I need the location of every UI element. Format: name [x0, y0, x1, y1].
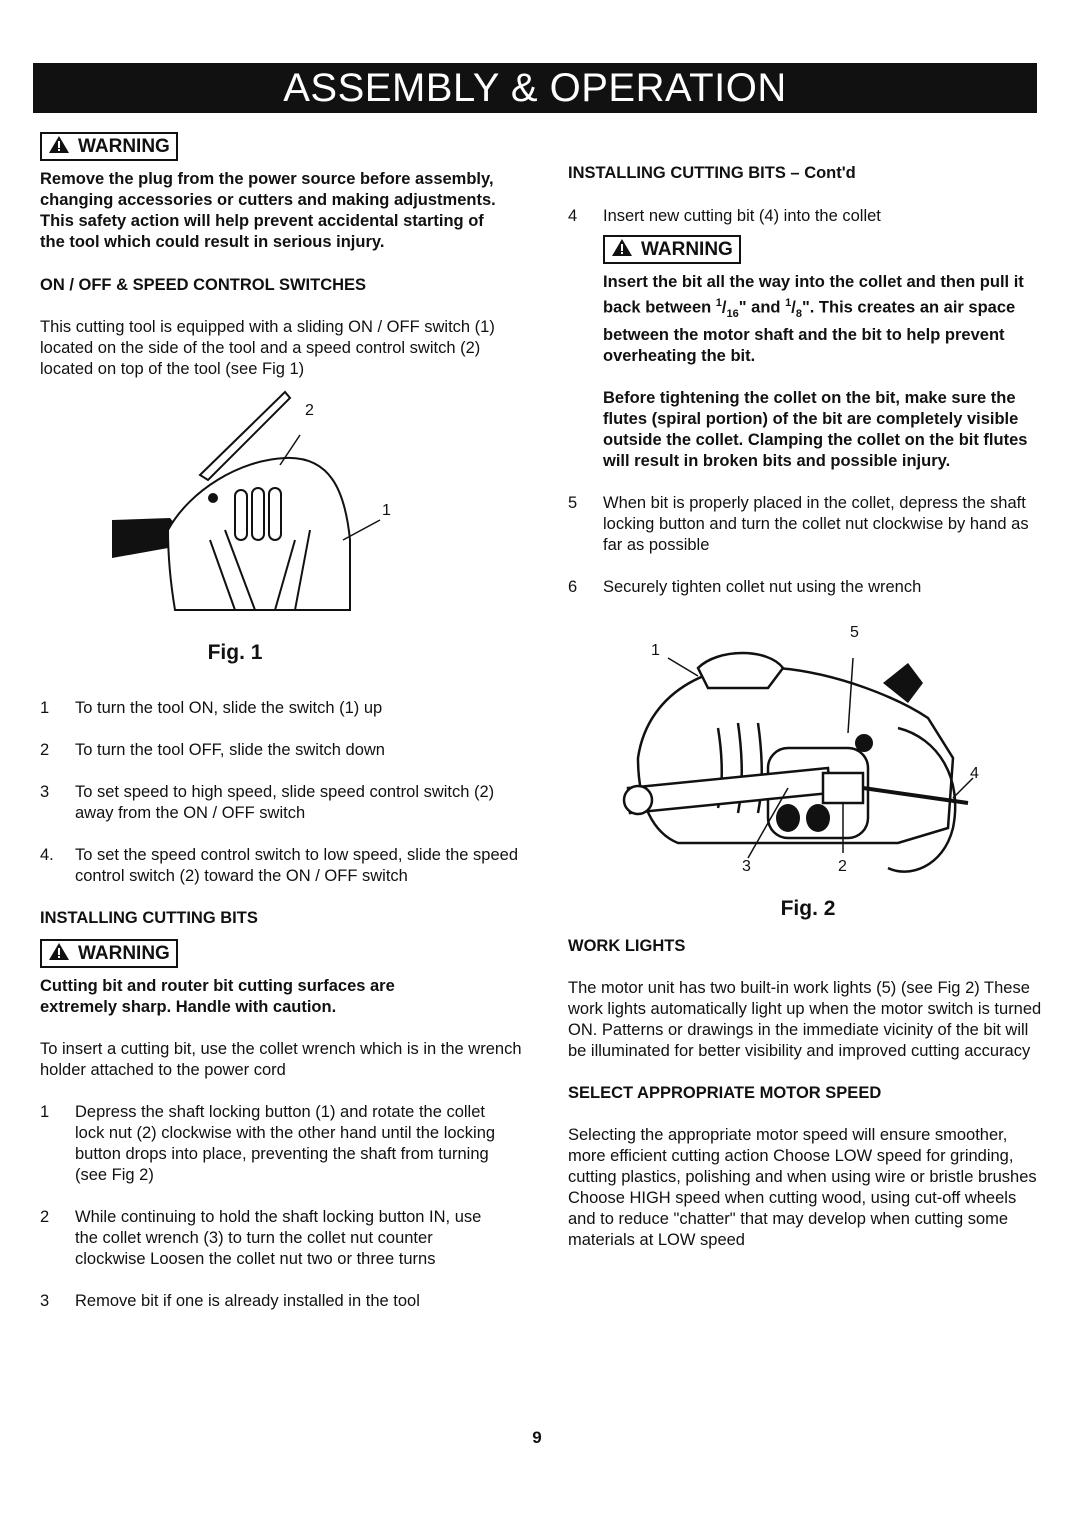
warning-triangle-icon — [48, 135, 70, 154]
fig2-callout-3: 3 — [742, 857, 751, 875]
warning-label-text: WARNING — [78, 943, 170, 964]
work-lights-text: The motor unit has two built-in work lights (5) (see Fig 2) These work lights automatically light up when the motor switch is turned ON. Patterns or drawings in the immediate vicinity of the bit will be illuminated for better visibility and improved cutting accuracy — [568, 978, 1042, 1060]
list-item: 3 Remove bit if one is already installed in the tool — [40, 1292, 420, 1310]
fig1-callout-2: 2 — [305, 402, 314, 419]
switch-steps — [40, 698, 530, 887]
warning-triangle-icon — [611, 238, 633, 257]
motor-speed-text: Selecting the appropriate motor speed will ensure smoother, more efficient cutting action Choose LOW speed for grinding, cutting plastics, polishing and when using wire or bristle brushes Choose HIGH speed when cutting wood, using cut-off wheels and to reduce "chatter" that may develop when cutting some materials at LOW speed — [568, 1125, 1037, 1249]
warning-label — [40, 939, 178, 968]
fig1-callout-1: 1 — [382, 502, 391, 519]
list-item: 4 Insert new cutting bit (4) into the collet — [568, 207, 881, 225]
list-item: 1 To turn the tool ON, slide the switch (1) up — [40, 699, 383, 717]
bit-warning — [603, 235, 1048, 472]
page-number: 9 — [532, 1428, 542, 1447]
list-item: 4. To set the speed control switch to low speed, slide the speed control switch (2) toward the ON / OFF switch — [40, 846, 519, 885]
list-item: 2 To turn the tool OFF, slide the switch down — [40, 741, 385, 759]
left-column — [40, 132, 530, 1312]
installing-heading: INSTALLING CUTTING BITS — [40, 909, 258, 927]
warning-triangle-icon — [48, 942, 70, 961]
list-item: 5 When bit is properly placed in the collet, depress the shaft locking button and turn the collet nut clockwise by hand as far as possible — [568, 493, 1029, 554]
list-item: 6 Securely tighten collet nut using the wrench — [568, 577, 922, 596]
list-item: 3 To set speed to high speed, slide speed control switch (2) away from the ON / OFF switch — [40, 783, 495, 822]
fig1-caption: Fig. 1 — [207, 641, 263, 664]
list-item: 2 While continuing to hold the shaft locking button IN, use the collet wrench (3) to turn the collet nut counter clockwise Loosen the collet nut two or three turns — [40, 1208, 482, 1268]
warning-text: Before tightening the collet on the bit, make sure the flutes (spiral portion) of the bit are completely visible outside the collet. Clamping the collet on the bit flutes will result in broken bits and possible injury. — [603, 388, 1028, 470]
fig2-callout-4: 4 — [970, 764, 979, 782]
page-header: ASSEMBLY & OPERATION — [33, 63, 1037, 113]
warning-label-text: WARNING — [78, 136, 170, 157]
warning-text: Insert the bit all the way into the collet and then pull it back between $^1/_{16}$" and $^1/_8$". This creates an air space between the motor shaft and the bit to help prevent overheating the bit. — [603, 273, 1024, 365]
figure-1 — [40, 380, 530, 670]
figure-2 — [568, 623, 1048, 938]
list-item: 1 Depress the shaft locking button (1) and rotate the collet lock nut (2) clockwise with the other hand until the locking button drops into place, preventing the shaft from turning (see Fig 2) — [40, 1103, 496, 1184]
work-lights-heading: WORK LIGHTS — [568, 936, 686, 955]
installing-contd-heading: INSTALLING CUTTING BITS – Cont'd — [568, 164, 856, 182]
right-column — [568, 163, 1048, 1251]
warning-text: Cutting bit and router bit cutting surfaces are extremely sharp. Handle with caution. — [40, 977, 395, 1016]
switches-heading: ON / OFF & SPEED CONTROL SWITCHES — [40, 276, 367, 294]
motor-speed-heading: SELECT APPROPRIATE MOTOR SPEED — [568, 1083, 882, 1102]
tool-side-illustration — [40, 380, 530, 670]
installing-steps — [40, 1102, 530, 1312]
warning-label — [603, 235, 741, 264]
fig2-caption: Fig. 2 — [780, 896, 836, 920]
warning-text: Remove the plug from the power source before assembly, changing accessories or cutters and making adjustments. This safety action will help prevent accidental starting of the tool which could result in serious injury. — [40, 170, 496, 251]
warning-label — [40, 132, 178, 161]
fig2-callout-1: 1 — [651, 641, 660, 659]
bit-steps — [568, 493, 1048, 598]
fig2-callout-2: 2 — [838, 857, 847, 875]
warning-label-text: WARNING — [641, 239, 733, 260]
switches-intro: This cutting tool is equipped with a sliding ON / OFF switch (1) located on the side of the tool and a speed control switch (2) located on top of the tool (see Fig 1) — [40, 318, 495, 378]
fig2-callout-5: 5 — [850, 623, 859, 641]
installing-intro: To insert a cutting bit, use the collet wrench which is in the wrench holder attached to the power cord — [40, 1040, 522, 1079]
